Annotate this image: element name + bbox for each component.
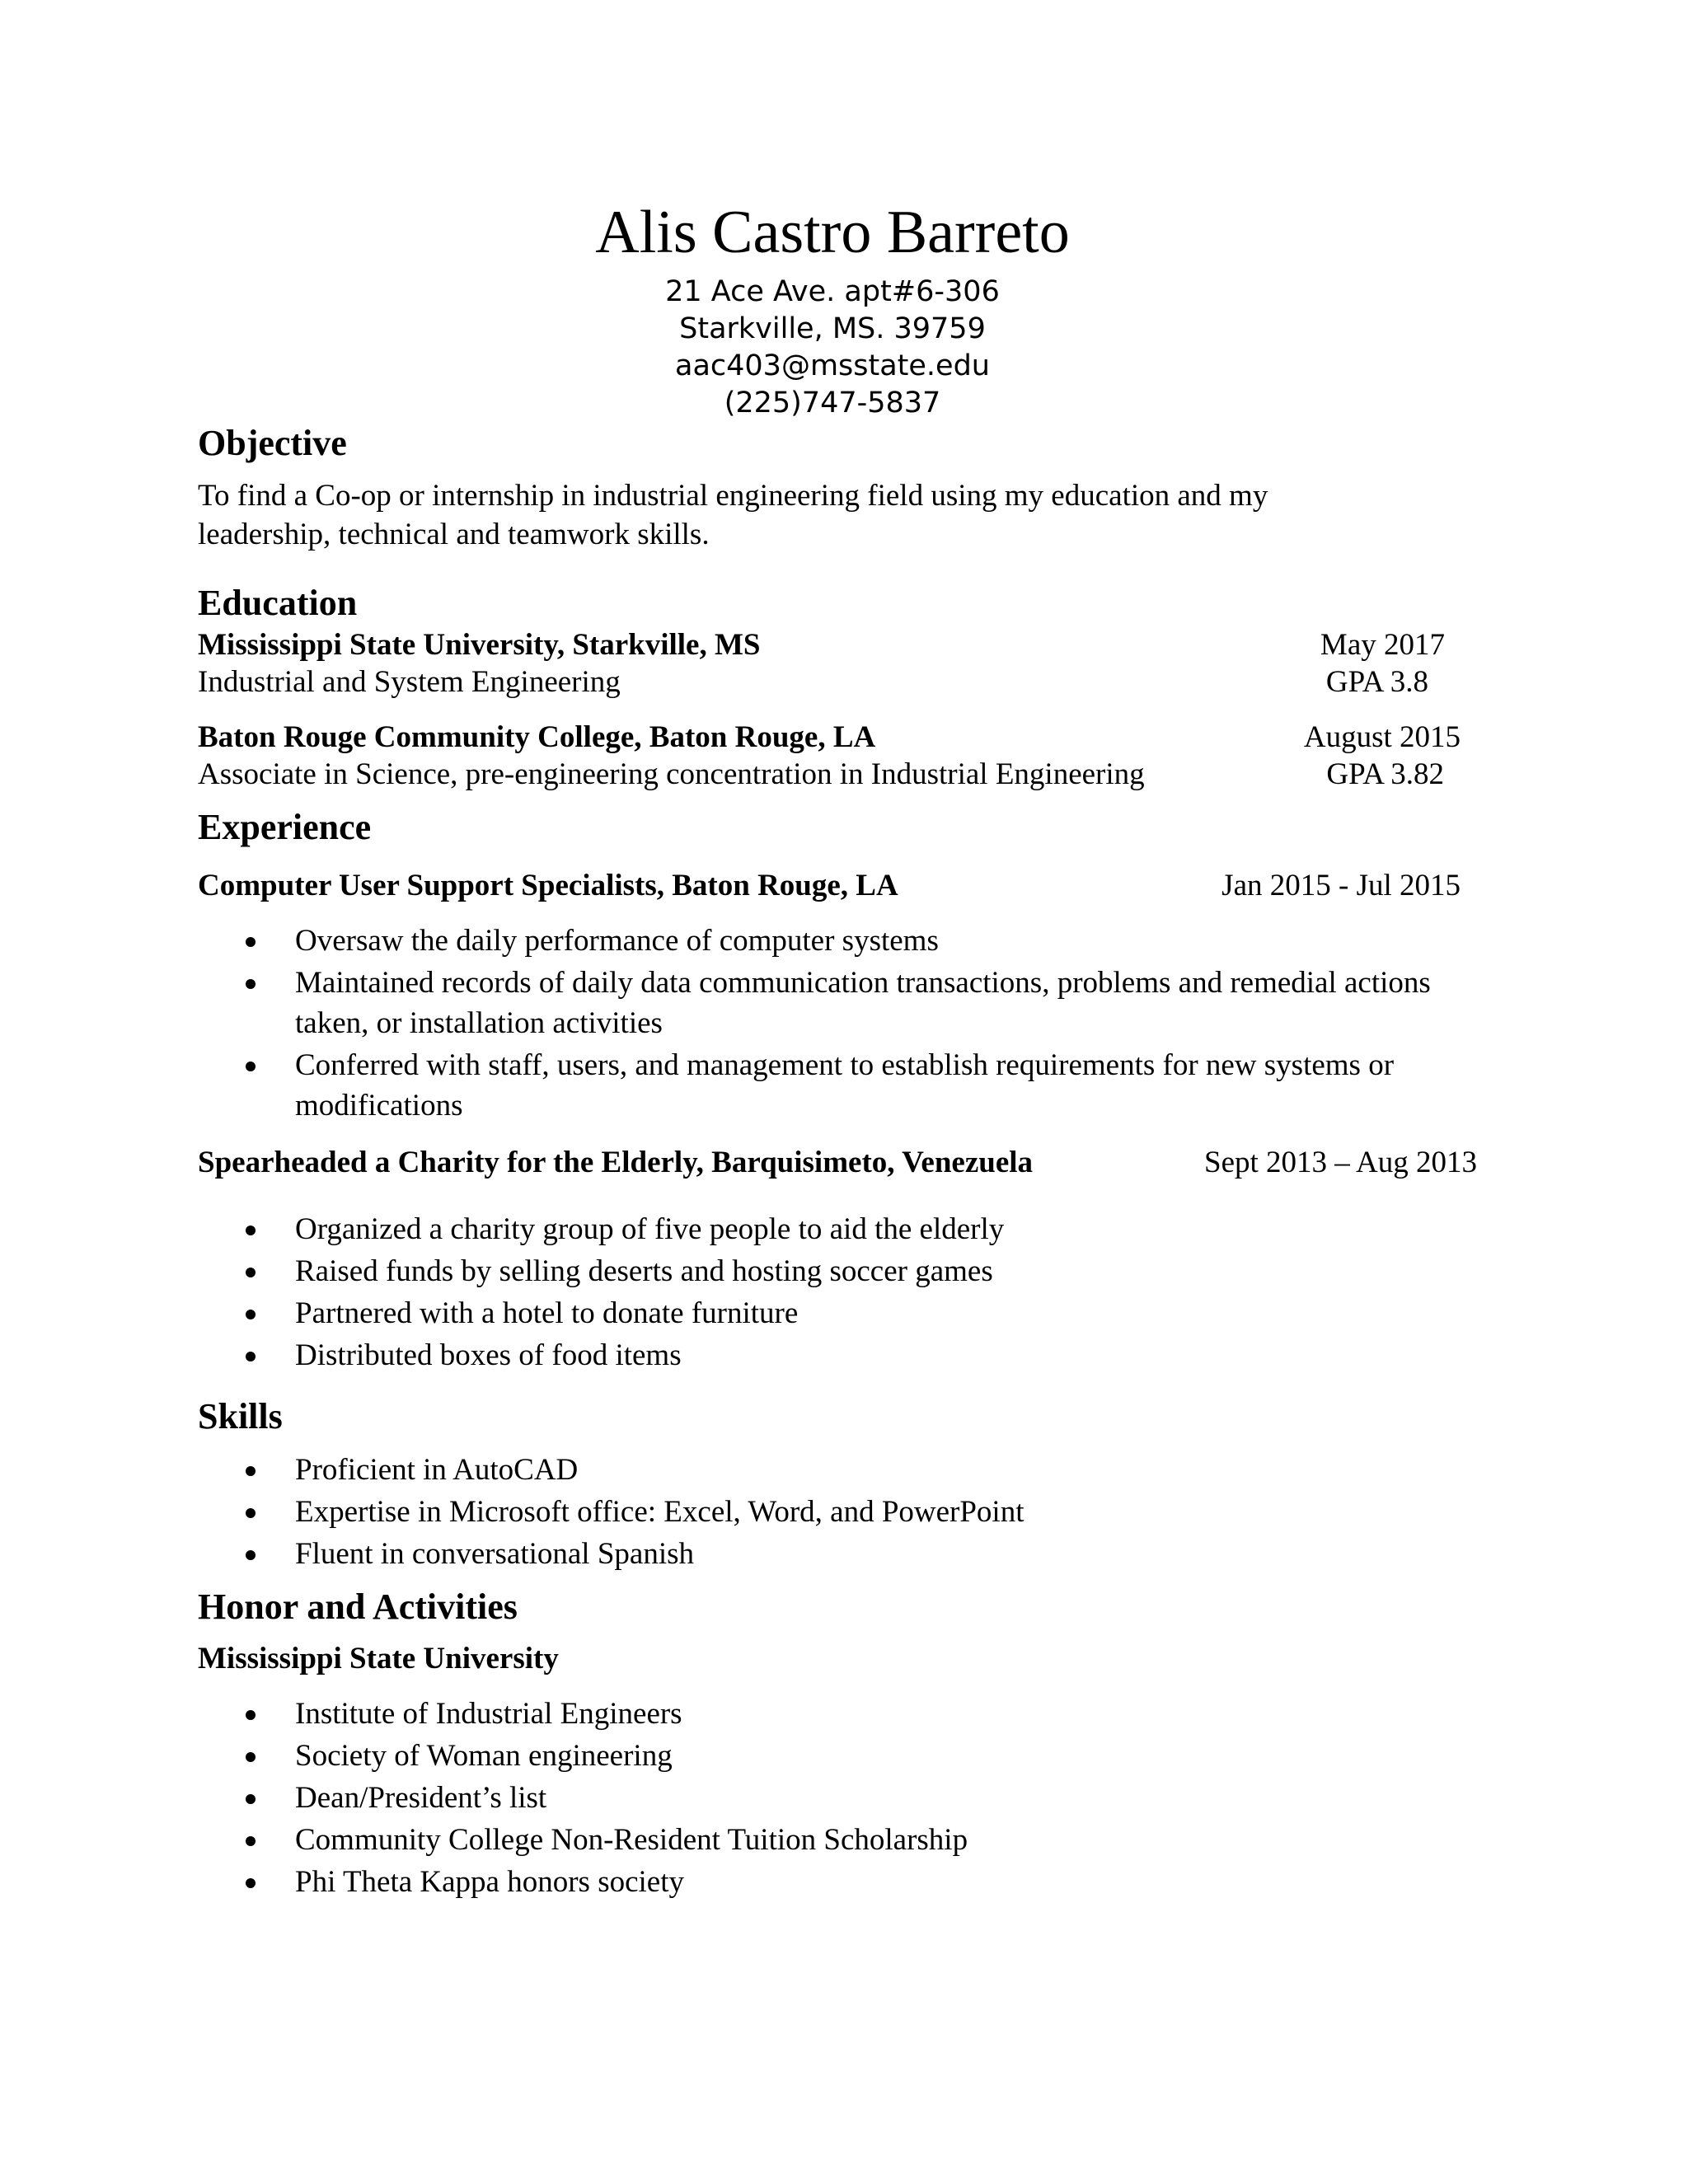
candidate-name: Alis Castro Barreto [595,199,1070,266]
honors-org [198,1640,1484,1677]
job-bullets [198,921,1432,1126]
education-entry [198,626,1484,701]
job-bullets [198,1209,1484,1376]
list-item: Oversaw the daily performance of computer systems [295,921,1432,961]
job-role: Computer User Support Specialists, Baton Rouge, LA [198,869,898,902]
address-line-2: Starkville, MS. 39759 [679,312,986,345]
education-heading: Education [198,583,358,623]
job-header [198,1144,1484,1181]
list-item: Proficient in AutoCAD [295,1450,1484,1490]
job-header [198,867,1484,904]
objective-text: To find a Co-op or internship in industrial engineering field using my education and my leadership, technical and teamwork skills. [198,479,1268,551]
list-item: Organized a charity group of five people to aid the elderly [295,1209,1484,1249]
graduation-date: August 2015 [1303,720,1461,754]
school-name: Baton Rouge Community College, Baton Rouge, LA [198,720,876,754]
list-item: Institute of Industrial Engineers [295,1694,1484,1734]
job-role: Spearheaded a Charity for the Elderly, Barquisimeto, Venezuela [198,1146,1034,1179]
job-dates: Jan 2015 - Jul 2015 [1221,869,1461,902]
skills-heading: Skills [198,1396,283,1436]
education-entry-details [198,663,1484,701]
list-item: Society of Woman engineering [295,1736,1484,1776]
school-name: Mississippi State University, Starkville, MS [198,628,761,662]
honors-heading: Honor and Activities [198,1586,518,1627]
gpa: GPA 3.82 [1326,757,1444,791]
list-item: Partnered with a hotel to donate furniture [295,1293,1484,1333]
list-item: Maintained records of daily data communication transactions, problems and remedial actions taken, or installation activities [295,963,1432,1043]
list-item: Conferred with staff, users, and management to establish requirements for new systems or modifications [295,1045,1432,1126]
education-entry [198,719,1484,793]
job-dates: Sept 2013 – Aug 2013 [1204,1146,1477,1179]
objective-heading: Objective [198,423,347,463]
education-entry-details [198,756,1484,793]
program-name: Industrial and System Engineering [198,665,621,699]
education-entry-header [198,626,1484,663]
list-item: Raised funds by selling deserts and hosting soccer games [295,1251,1484,1291]
list-item: Phi Theta Kappa honors society [295,1862,1484,1902]
honors-org-name: Mississippi State University [198,1642,559,1675]
skills-list [198,1450,1484,1574]
list-item: Fluent in conversational Spanish [295,1534,1484,1574]
list-item: Dean/President’s list [295,1778,1484,1818]
list-item: Distributed boxes of food items [295,1335,1484,1376]
education-entry-header [198,719,1484,756]
program-name: Associate in Science, pre-engineering concentration in Industrial Engineering [198,757,1145,791]
email-address: aac403@msstate.edu [675,349,990,382]
list-item: Expertise in Microsoft office: Excel, Word, and PowerPoint [295,1492,1484,1532]
phone-number: (225)747-5837 [724,387,941,419]
gpa: GPA 3.8 [1325,665,1428,699]
graduation-date: May 2017 [1320,628,1445,662]
honors-list [198,1694,1484,1902]
experience-heading: Experience [198,807,372,847]
list-item: Community College Non-Resident Tuition Scholarship [295,1820,1484,1860]
resume-header [0,191,1665,422]
address-line-1: 21 Ace Ave. apt#6-306 [665,275,1000,308]
resume-body [198,420,1484,1904]
